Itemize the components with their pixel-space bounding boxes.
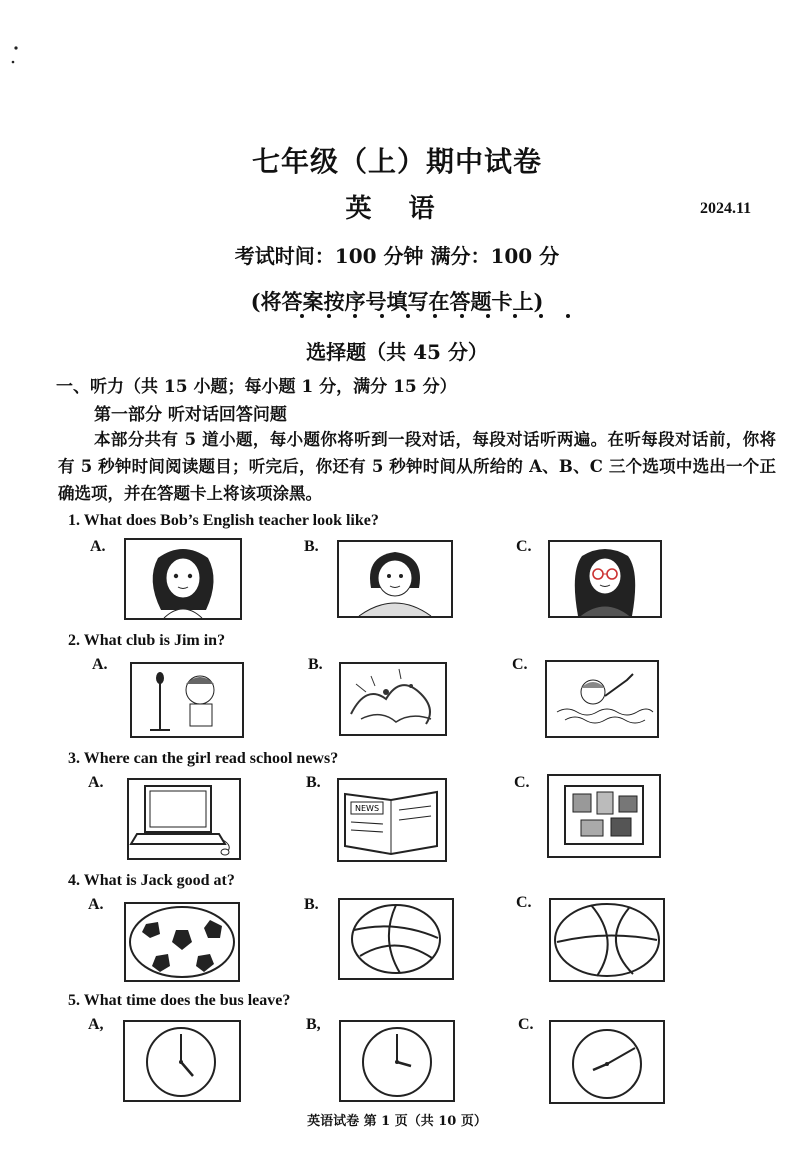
section-title: 选择题（共 45 分） — [306, 340, 488, 364]
option-3c[interactable] — [547, 774, 661, 858]
option-2a[interactable] — [130, 662, 244, 738]
option-2c[interactable] — [545, 660, 659, 738]
option-label: B. — [306, 774, 321, 791]
option-label: C. — [516, 894, 532, 911]
glasses-woman-icon — [550, 542, 660, 616]
option-label: B. — [304, 538, 319, 555]
bulletin-board-icon — [549, 776, 659, 856]
volleyball-icon — [340, 900, 452, 978]
option-label: C. — [514, 774, 530, 791]
option-1b[interactable] — [337, 540, 453, 618]
basketball-icon — [551, 900, 663, 980]
clock-icon — [551, 1022, 663, 1102]
question-4: 4. What is Jack good at? — [68, 872, 235, 889]
option-label: C. — [518, 1016, 534, 1033]
instructions: 本部分共有 5 道小题，每小题你将听到一段对话，每段对话听两遍。在听每段对话前，你将有 5 秒钟时间阅读题目；听完后，你还有 5 秒钟时间从所给的 A、B、C 三个选项中选出一个正确选项，并在答题卡上将该项涂黑。 — [58, 430, 776, 503]
newspaper-icon — [339, 780, 445, 860]
option-label: B. — [304, 896, 319, 913]
option-label: B. — [308, 656, 323, 673]
question-2: 2. What club is Jim in? — [68, 632, 226, 649]
soccer-ball-icon — [126, 904, 238, 980]
short-hair-woman-icon — [339, 542, 451, 616]
option-label: A. — [90, 538, 106, 555]
question-3: 3. Where can the girl read school news? — [68, 750, 339, 767]
option-1c[interactable] — [548, 540, 662, 618]
sub-heading: 第一部分 听对话回答问题 — [94, 405, 287, 425]
option-label: C. — [516, 538, 532, 555]
dragon-drawing-icon — [341, 664, 445, 734]
exam-date: 2024.11 — [700, 200, 752, 217]
scan-mark-icon — [10, 40, 20, 70]
option-label: B, — [306, 1016, 321, 1033]
option-5b[interactable] — [339, 1020, 455, 1102]
option-4a[interactable] — [124, 902, 240, 982]
laptop-icon — [129, 780, 239, 858]
option-2b[interactable] — [339, 662, 447, 736]
answer-notice: (将答案按序号填写在答题卡上) — [250, 289, 544, 314]
question-5: 5. What time does the bus leave? — [68, 992, 291, 1009]
subject-title: 英 语 — [345, 194, 449, 224]
long-hair-woman-icon — [126, 540, 240, 618]
option-label: A, — [88, 1016, 104, 1033]
option-1a[interactable] — [124, 538, 242, 620]
option-5a[interactable] — [123, 1020, 241, 1102]
clock-icon — [125, 1022, 239, 1100]
option-3b[interactable] — [337, 778, 447, 862]
exam-info: 考试时间：100 分钟 满分：100 分 — [234, 244, 560, 268]
question-1: 1. What does Bob’s English teacher look like? — [68, 512, 379, 529]
svg-text:NEWS: NEWS — [355, 804, 380, 813]
emphasis-dots — [300, 314, 570, 318]
option-4b[interactable] — [338, 898, 454, 980]
part-heading: 一、听力（共 15 小题；每小题 1 分，满分 15 分） — [56, 377, 457, 397]
swimming-boy-icon — [547, 662, 657, 736]
page-title: 七年级（上）期中试卷 — [251, 145, 542, 178]
option-label: C. — [512, 656, 528, 673]
option-label: A. — [92, 656, 108, 673]
clock-icon — [341, 1022, 453, 1100]
singing-boy-icon — [132, 664, 242, 736]
option-5c[interactable] — [549, 1020, 665, 1104]
option-3a[interactable] — [127, 778, 241, 860]
option-label: A. — [88, 896, 104, 913]
option-4c[interactable] — [549, 898, 665, 982]
option-label: A. — [88, 774, 104, 791]
page-footer: 英语试卷 第 1 页（共 10 页） — [307, 1114, 487, 1129]
